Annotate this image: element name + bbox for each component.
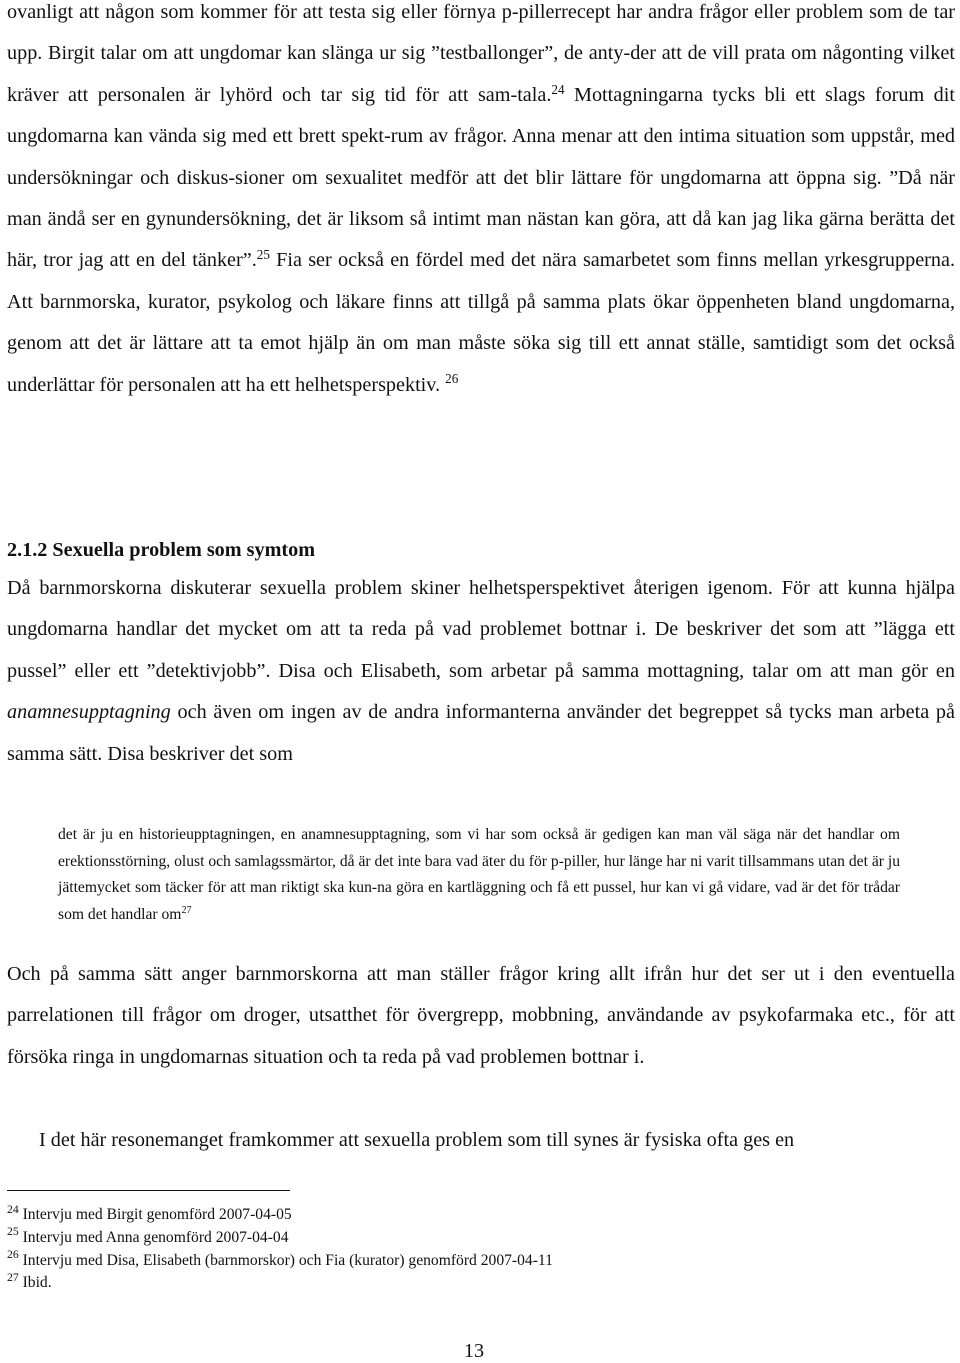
block-quote: [58, 822, 900, 928]
footnote: [7, 1227, 553, 1250]
footnote-separator: [7, 1190, 290, 1191]
body-paragraph: [7, 568, 955, 775]
footnote: [7, 1272, 553, 1295]
footnote-text: Intervju med Birgit genomförd 2007-04-05: [18, 1206, 292, 1223]
footnote: [7, 1250, 553, 1273]
body-paragraph: I det här resonemanget framkommer att sexuella problem som till synes är fysiska ofta ges en: [39, 1129, 795, 1151]
footnotes: [7, 1204, 553, 1295]
footnote-number: 24: [7, 1202, 19, 1216]
footnote-text: Intervju med Disa, Elisabeth (barnmorskor) och Fia (kurator) genomförd 2007-04-11: [18, 1251, 553, 1269]
footnote-reference[interactable]: 24: [551, 81, 565, 97]
paragraph-text: Mottagningarna tycks bli ett slags forum dit ungdomarna kan vända sig med ett brett spekt-rum av frågor. Anna menar att den intima situation som uppstår, med undersökningar och diskus-sioner om sexualitet medför att det blir lättare för ungdomarna att öppna sig. ”Då när man ändå ser en gynundersökning, det är liksom så intimt man nästan kan göra, att då kan jag lika gärna berätta det här, tror jag att en del tänker”.: [7, 83, 955, 272]
page-number: 13: [463, 1340, 485, 1362]
body-paragraph: Och på samma sätt anger barnmorskorna att man ställer frågor kring allt ifrån hur det ser ut i den eventuella parrelationen till frågor om droger, utsatthet för övergrepp, mobbning, användande av psykofarmaka etc., för att försöka ringa in ungdomarnas situation och ta reda på vad problemen bottnar i.: [7, 963, 955, 1068]
footnote-reference[interactable]: 27: [181, 904, 192, 916]
paragraph-text: och även om ingen av de andra informanterna använder det begreppet så tycks man arbeta på samma sätt. Disa beskriver det som: [7, 701, 955, 765]
section-heading: 2.1.2 Sexuella problem som symtom: [7, 539, 316, 561]
paragraph-text: Fia ser också en fördel med det nära samarbetet som finns mellan yrkesgrupperna. Att barnmorska, kurator, psykolog och läkare finns att tillgå på samma plats ökar öppenheten bland ungdomarna, genom att det är lättare att ta emot hjälp än om man måste söka sig till ett annat ställe, samtidigt som det också underlättar för personalen att ha ett helhetsperspektiv.: [7, 249, 955, 396]
footnote-number: 25: [7, 1225, 19, 1239]
paragraph-text: Då barnmorskorna diskuterar sexuella problem skiner helhetsperspektivet återigen igenom. För att kunna hjälpa ungdomarna handlar det mycket om att ta reda på vad problemet bottnar i. De beskriver det som att ”lägga ett pussel” eller ett ”detektivjobb”. Disa och Elisabeth, som arbetar på samma mottagning, talar om att man gör en: [7, 577, 955, 682]
footnote-text: Intervju med Anna genomförd 2007-04-04: [18, 1228, 289, 1246]
footnote-number: 27: [7, 1270, 19, 1284]
footnote-reference[interactable]: 25: [256, 247, 270, 263]
italic-term: anamnesupptagning: [7, 701, 171, 724]
footnote-number: 26: [7, 1248, 19, 1262]
footnote: [7, 1204, 553, 1227]
quote-text: det är ju en historieupptagningen, en anamnesupptagning, som vi har som också är gedigen kan man väl säga när det handlar om erektionsstörning, olust och samlagssmärtor, då är det inte bara vad äter du för p-piller, hur länge har ni varit tillsammans utan det är ju jättemycket som täcker för att man riktigt ska kun-na göra en kartläggning och få ett pussel, hur kan vi gå vidare, vad är det för trådar som det handlar om: [58, 826, 900, 923]
body-paragraph: [7, 0, 955, 406]
footnote-text: Ibid.: [18, 1274, 52, 1292]
footnote-reference[interactable]: 26: [445, 371, 459, 387]
paragraph-text: ovanligt att någon som kommer för att testa sig eller förnya p-pillerrecept har andra frågor eller problem som de tar upp. Birgit talar om att ungdomar kan slänga ur sig ”testballonger”, de anty-der att de vill prata om någonting vilket kräver att personalen är lyhörd och tar sig tid för att sam-tala.: [7, 1, 955, 106]
